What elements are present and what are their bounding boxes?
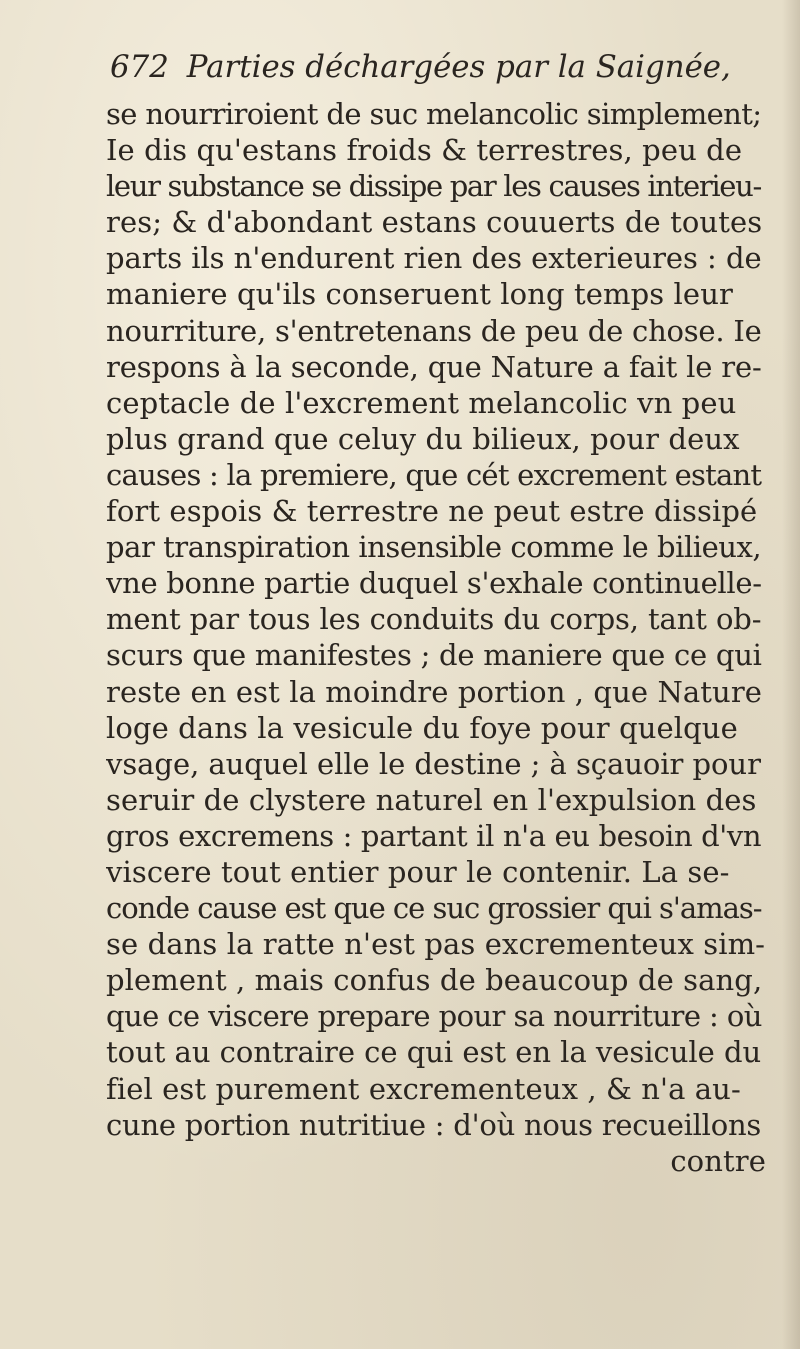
text-line: leur substance se dissipe par les causes interieu-	[106, 169, 761, 204]
text-line: scurs que manifestes ; de maniere que ce qui	[106, 638, 762, 673]
text-line: plus grand que celuy du bilieux, pour deux	[106, 421, 740, 456]
text-line: res; & d'abondant estans couuerts de toutes	[106, 205, 763, 240]
text-line: fort espois & terrestre ne peut estre dissipé	[106, 494, 758, 529]
text-line: ceptacle de l'excrement melancolic vn peu	[106, 385, 737, 420]
text-line: vsage, auquel elle le destine ; à sçauoir pour	[106, 746, 761, 781]
text-line: tout au contraire ce qui est en la vesicule du	[106, 1035, 762, 1070]
text-line: plement , mais confus de beaucoup de sang,	[106, 963, 763, 998]
text-line: seruir de clystere naturel en l'expulsion des	[106, 782, 757, 817]
text-line: Ie dis qu'estans froids & terrestres, peu de	[106, 133, 743, 168]
running-title: Parties déchargées par la Saignée,	[186, 49, 731, 85]
text-line: nourriture, s'entretenans de peu de chose. Ie	[106, 313, 762, 348]
text-line: reste en est la moindre portion , que Nature	[106, 674, 763, 709]
text-line: parts ils n'endurent rien des exterieures : de	[106, 241, 762, 276]
text-line: cune portion nutritiue : d'où nous recueillons	[106, 1107, 762, 1142]
page-header	[110, 40, 731, 94]
text-line: gros excremens : partant il n'a eu besoin d'vn	[106, 818, 762, 853]
body-text	[106, 96, 766, 1179]
text-line: respons à la seconde, que Nature a fait le re-	[106, 349, 762, 384]
text-line: loge dans la vesicule du foye pour quelque	[106, 710, 738, 745]
text-line: causes : la premiere, que cét excrement estant	[106, 457, 762, 492]
page-number: 672	[110, 49, 169, 85]
text-line: se nourriroient de suc melancolic simplement;	[106, 97, 762, 131]
text-line: fiel est purement excrementeux , & n'a au-	[106, 1071, 741, 1106]
text-line: vne bonne partie duquel s'exhale continuelle-	[106, 566, 762, 601]
catchword: contre	[670, 1143, 766, 1178]
text-line: par transpiration insensible comme le bilieux,	[106, 530, 762, 565]
text-line: conde cause est que ce suc grossier qui s'amas-	[106, 891, 762, 926]
text-line: maniere qu'ils conseruent long temps leur	[106, 277, 733, 312]
text-line: que ce viscere prepare pour sa nourriture : où	[106, 999, 762, 1034]
text-line: viscere tout entier pour le contenir. La se-	[106, 854, 730, 889]
text-line: ment par tous les conduits du corps, tant ob-	[106, 602, 762, 637]
text-line: se dans la ratte n'est pas excrementeux sim-	[106, 927, 766, 962]
page-edge-shadow	[782, 0, 800, 1349]
